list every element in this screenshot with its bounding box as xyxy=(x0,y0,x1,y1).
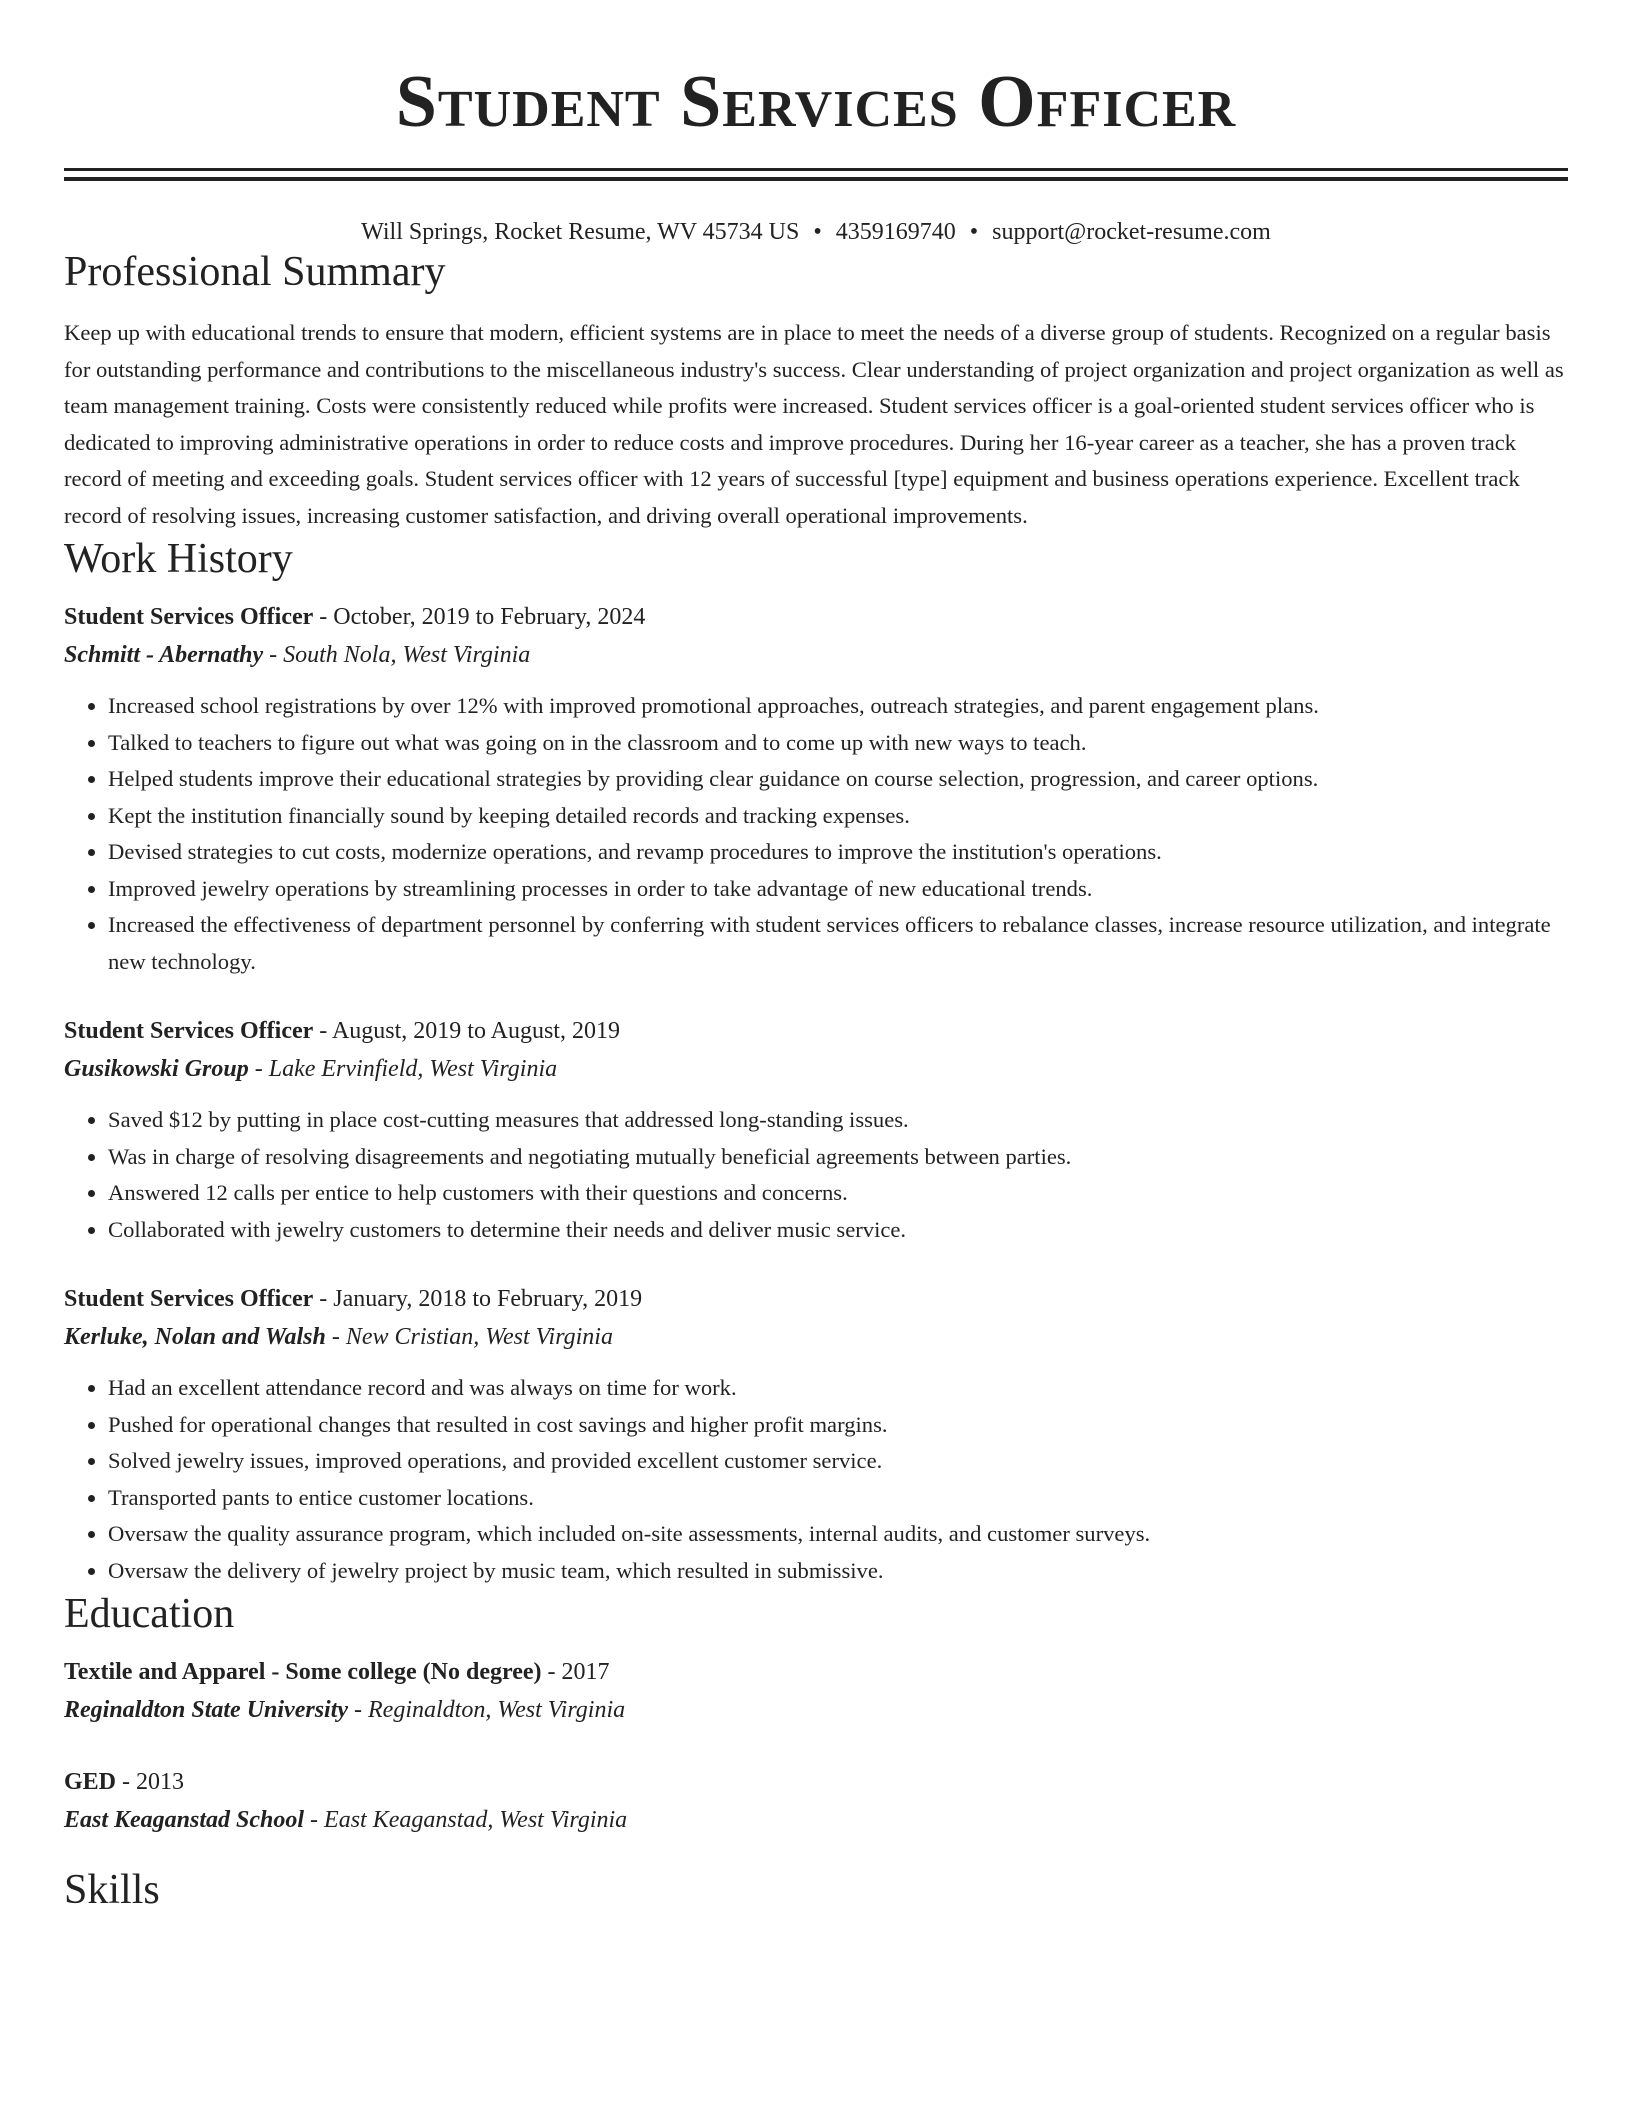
education-location: - Reginaldton, West Virginia xyxy=(348,1697,626,1723)
education-degree: Textile and Apparel - Some college (No degree) xyxy=(64,1659,542,1685)
section-heading-skills: Skills xyxy=(64,1867,160,1913)
education-entry xyxy=(64,1653,1568,1729)
job-bullet: • Devised strategies to cut costs, modernize operations, and revamp procedures to improve the institution's operations. xyxy=(108,834,1568,871)
job-bullets xyxy=(64,1102,1568,1248)
education-degree-line xyxy=(64,1653,1568,1691)
section-heading-work-history: Work History xyxy=(64,536,293,582)
education-location: - East Keaganstad, West Virginia xyxy=(304,1807,628,1833)
job-bullet: • Solved jewelry issues, improved operations, and provided excellent customer service. xyxy=(108,1443,1568,1480)
contact-address: Will Springs, Rocket Resume, WV 45734 US xyxy=(361,219,800,245)
job-bullet: • Increased the effectiveness of department personnel by conferring with student services officers to rebalance classes, increase resource utilization, and integrate new technology. xyxy=(108,907,1568,980)
contact-separator: • xyxy=(969,219,979,245)
job-bullet: • Talked to teachers to figure out what was going on in the classroom and to come up with new ways to teach. xyxy=(108,725,1568,762)
education-entry xyxy=(64,1763,1568,1839)
education-year: - 2013 xyxy=(116,1769,185,1795)
job-bullet: • Oversaw the delivery of jewelry project by music team, which resulted in submissive. xyxy=(108,1553,1568,1590)
education-school-line xyxy=(64,1691,1568,1729)
job-entry xyxy=(64,598,1568,980)
summary-text: Keep up with educational trends to ensure that modern, efficient systems are in place to meet the needs of a diverse group of students. Recognized on a regular basis for outstanding performance and contributions to the miscellaneous industry's success. Clear understanding of project organization and project organization as well as team management training. Costs were consistently reduced while profits were increased. Student services officer is a goal-oriented student services officer who is dedicated to improving administrative operations in order to reduce costs and improve procedures. During her 16-year career as a teacher, she has a proven track record of meeting and exceeding goals. Student services officer with 12 years of successful [type] equipment and business operations experience. Excellent track record of resolving issues, increasing customer satisfaction, and driving overall operational improvements. xyxy=(64,320,1564,528)
job-company-line xyxy=(64,1318,1568,1356)
job-bullet: • Kept the institution financially sound by keeping detailed records and tracking expenses. xyxy=(108,798,1568,835)
job-dates: - October, 2019 to February, 2024 xyxy=(313,604,646,630)
job-entry xyxy=(64,1280,1568,1589)
education-degree: GED xyxy=(64,1769,117,1795)
job-company: Schmitt - Abernathy xyxy=(64,642,264,668)
job-bullet: • Increased school registrations by over 12% with improved promotional approaches, outreach strategies, and parent engagement plans. xyxy=(108,688,1568,725)
job-bullet: • Had an excellent attendance record and was always on time for work. xyxy=(108,1370,1568,1407)
education-year: - 2017 xyxy=(541,1659,610,1685)
job-bullets xyxy=(64,1370,1568,1589)
section-heading-summary: Professional Summary xyxy=(64,249,446,295)
job-bullet: • Transported pants to entice customer locations. xyxy=(108,1480,1568,1517)
job-bullet: • Pushed for operational changes that resulted in cost savings and higher profit margins. xyxy=(108,1407,1568,1444)
job-position: Student Services Officer xyxy=(64,1018,314,1044)
header-double-rule xyxy=(64,168,1568,181)
job-location: - New Cristian, West Virginia xyxy=(325,1324,613,1350)
contact-separator: • xyxy=(813,219,822,245)
job-location: - South Nola, West Virginia xyxy=(263,642,531,668)
job-position: Student Services Officer xyxy=(64,1286,314,1312)
contact-email: support@rocket-resume.com xyxy=(992,219,1271,245)
job-company: Kerluke, Nolan and Walsh xyxy=(64,1324,326,1350)
education-school: Reginaldton State University xyxy=(64,1697,349,1723)
job-bullet: • Oversaw the quality assurance program, which included on-site assessments, internal audits, and customer surveys. xyxy=(108,1516,1568,1553)
resume-name-title: Student Services Officer xyxy=(395,61,1237,143)
job-dates: - August, 2019 to August, 2019 xyxy=(313,1018,620,1044)
education-degree-line xyxy=(64,1763,1568,1801)
job-dates: - January, 2018 to February, 2019 xyxy=(313,1286,643,1312)
job-company-line xyxy=(64,636,1568,674)
job-title-line xyxy=(64,1280,1568,1318)
job-bullet: • Answered 12 calls per entice to help customers with their questions and concerns. xyxy=(108,1175,1568,1212)
job-location: - Lake Ervinfield, West Virginia xyxy=(248,1056,558,1082)
job-bullet: • Improved jewelry operations by streamlining processes in order to take advantage of new educational trends. xyxy=(108,871,1568,908)
education-school-line xyxy=(64,1801,1568,1839)
job-bullet: • Saved $12 by putting in place cost-cutting measures that addressed long-standing issues. xyxy=(108,1102,1568,1139)
education-school: East Keaganstad School xyxy=(64,1807,305,1833)
job-company-line xyxy=(64,1050,1568,1088)
job-company: Gusikowski Group xyxy=(64,1056,249,1082)
job-entry xyxy=(64,1012,1568,1248)
job-position: Student Services Officer xyxy=(64,604,314,630)
job-bullet: • Helped students improve their educational strategies by providing clear guidance on course selection, progression, and career options. xyxy=(108,761,1568,798)
job-bullets xyxy=(64,688,1568,980)
contact-line xyxy=(64,217,1568,247)
section-heading-education: Education xyxy=(64,1591,235,1637)
job-bullet: • Collaborated with jewelry customers to determine their needs and deliver music service. xyxy=(108,1212,1568,1249)
job-title-line xyxy=(64,598,1568,636)
contact-phone: 4359169740 xyxy=(835,219,956,245)
job-title-line xyxy=(64,1012,1568,1050)
job-bullet: • Was in charge of resolving disagreements and negotiating mutually beneficial agreements between parties. xyxy=(108,1139,1568,1176)
